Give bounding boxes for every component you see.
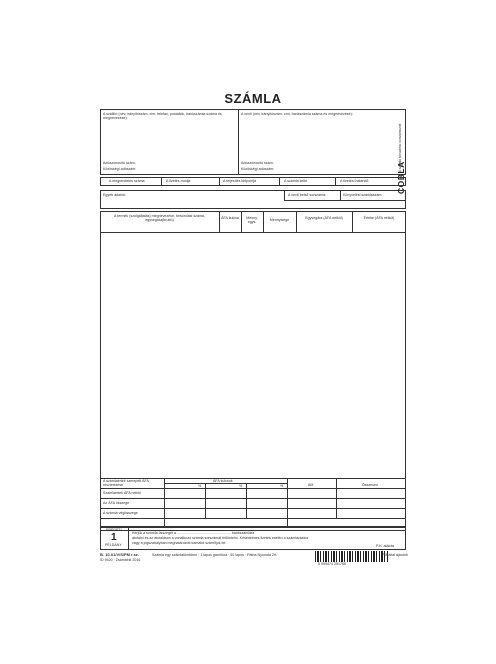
fulfilment-date-label: A teljesítés időpontja: [223, 179, 256, 183]
col-product: A termék (szolgáltatás) megnevezése, besorolási száma, egységára(bruttó): [114, 214, 205, 223]
seller-tax-id: Adóazonosító szám:: [103, 161, 136, 165]
col-quantity: Mennyisége: [269, 218, 290, 222]
grand-total-label: A számla végösszege: [103, 511, 138, 515]
seller-community-tax: Közösségi adószám:: [103, 167, 137, 171]
buyer-community-tax: Közösségi adószám:: [241, 167, 275, 171]
due-date-label: A fizetési határidő: [340, 179, 369, 183]
notice-line-2: átutalni és az átutaláson a vonatkozó számla sorszámát feltüntetni. Késedelmes fizetés esetén a számlázáskor: [132, 536, 309, 540]
form-meta-2: ID 9420 · Zsámbéki 2016: [100, 558, 141, 562]
total-header: Összesen: [362, 483, 378, 487]
col-unit: Menny. egys.: [246, 216, 258, 225]
pct-3: %: [280, 484, 284, 488]
invoice-date-label: A számla kelte: [284, 179, 308, 183]
order-number-label: A megrendelés száma: [109, 179, 145, 183]
vat-amount-label: Az ÁFA összege: [103, 501, 130, 505]
seller-label: A szállító (név, irányítószám, cím, telefax, postafiók, bankszámla száma és megnevezése):: [103, 112, 222, 121]
barcode-digits: 5 995474 251766: [318, 562, 346, 566]
form-code: B. 10-01/V/S/PM r.sz.: [100, 552, 139, 557]
buyer-label: A vevő (név, irányítószám, cím, bankszámla száma és megnevezése):: [241, 112, 353, 116]
signature-label: P.H. aláírás: [376, 544, 395, 548]
pct-2: %: [239, 484, 243, 488]
ledger-number-label: Könyvelési számlaszám:: [343, 193, 383, 197]
col-value: Értéke (ÁFA nélkül): [363, 216, 395, 220]
items-header-rule: [100, 232, 406, 233]
recommended-note: PM által ajánlott: [382, 553, 408, 557]
page-title: SZÁMLA: [224, 91, 282, 106]
payment-method-label: A fizetés módja: [166, 179, 191, 183]
net-value-label: Számlaérték ÁFA nélkül: [103, 491, 141, 495]
vat-rates-header: ÁFA kulcsok: [213, 479, 233, 483]
vat-free-header: AM: [308, 483, 314, 487]
party-divider: [238, 109, 239, 175]
amount-notice: Kérjük a számla összegét a ...................................................... bankszámlára: [132, 531, 255, 535]
side-note: A számla sorszáma: sorszámozott: [398, 123, 402, 172]
notice-line-3: vagy a jogszabályban meghatározott kamatot számítjuk fel.: [132, 541, 227, 545]
other-data-label: Egyéb adatok:: [103, 193, 126, 197]
pct-1: %: [198, 484, 202, 488]
copy-label: PÉLDÁNY: [105, 543, 122, 547]
vat-breakdown-label: A számlaérték szerepelt ÁFA részletezése: [103, 479, 149, 488]
col-unit-price: Egységára (ÁFA nélkül): [305, 216, 343, 220]
original-label: EREDETI: [106, 528, 122, 532]
copy-number: 1: [111, 532, 117, 543]
brand-logo: COBLA: [396, 161, 406, 194]
buyer-tax-id: Adóazonosító szám:: [241, 161, 274, 165]
barcode: [315, 551, 388, 562]
buyer-order-label: A vevő belső sorszáma:: [288, 193, 326, 197]
form-meta: Számla egy számlatömbben · 1 lapos garnitúra · 50 lapos · Pátria Nyomda Zrt.: [152, 553, 278, 557]
col-vat-rate: ÁFA kulcsa: [221, 216, 239, 220]
